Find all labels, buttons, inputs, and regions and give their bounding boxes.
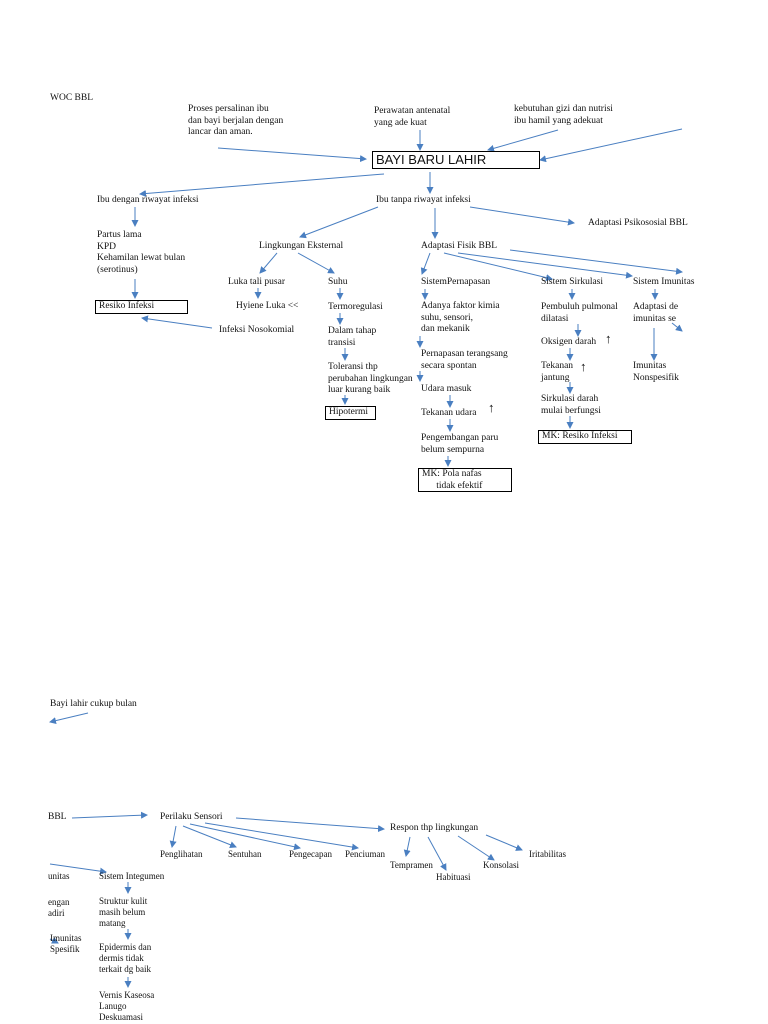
- node-unitas-fragment: unitas: [48, 871, 70, 881]
- node-sistem-sirkulasi: Sistem Sirkulasi: [541, 277, 604, 287]
- node-engan-adiri-fragment: engan adiri: [48, 897, 70, 918]
- node-mk-resiko-infeksi: MK: Resiko Infeksi: [538, 430, 632, 444]
- edge-fisik-pernapasan: [422, 253, 430, 274]
- node-kebutuhan-gizi: kebutuhan gizi dan nutrisi ibu hamil yang adekuat: [514, 104, 613, 126]
- node-penciuman: Penciuman: [345, 849, 385, 859]
- node-pernapasan-terangsang: Pernapasan terangsang secara spontan: [421, 349, 508, 371]
- node-tekanan-udara: Tekanan udara: [421, 408, 477, 418]
- node-tempramen: Tempramen: [390, 860, 433, 870]
- node-mk-pola-nafas: MK: Pola nafas tidak efektif: [418, 468, 512, 492]
- node-penglihatan: Penglihatan: [160, 849, 203, 859]
- node-suhu: Suhu: [328, 277, 348, 287]
- node-proses-persalinan: Proses persalinan ibu dan bayi berjalan dengan lancar dan aman.: [188, 104, 284, 137]
- node-lingkungan-eksternal: Lingkungan Eksternal: [259, 241, 344, 251]
- edge-proses-center: [218, 148, 366, 159]
- node-sirkulasi-darah: Sirkulasi darah mulai berfungsi: [541, 394, 601, 416]
- node-hipotermi: Hipotermi: [325, 406, 376, 420]
- node-habituasi: Habituasi: [436, 872, 471, 882]
- node-pengembangan-paru: Pengembangan paru belum sempurna: [421, 433, 499, 455]
- node-sistem-pernapasan: SistemPernapasan: [421, 277, 491, 287]
- arrow-up-jantung: ↑: [580, 359, 587, 374]
- edge-fisik-right: [510, 250, 682, 272]
- node-udara-masuk: Udara masuk: [421, 384, 472, 394]
- node-struktur-kulit: Struktur kulit masih belum matang: [99, 896, 148, 928]
- node-vernis-kaseosa: Vernis Kaseosa Lanugo Deskuamasi: [99, 990, 155, 1022]
- node-partus-lama: Partus lama KPD Kehamilan lewat bulan (serotinus): [97, 230, 186, 275]
- node-adaptasi-imunitas: Adaptasi de imunitas se: [633, 302, 679, 324]
- woc-label: WOC BBL: [50, 93, 94, 103]
- node-infeksi-nosokomial: Infeksi Nosokomial: [219, 325, 295, 335]
- edge-perilaku-penciuman: [205, 823, 358, 848]
- node-iritabilitas: Iritabilitas: [529, 849, 566, 859]
- node-ibu-tanpa-infeksi: Ibu tanpa riwayat infeksi: [376, 195, 471, 205]
- node-epidermis-dermis: Epidermis dan dermis tidak terkait dg baik: [99, 942, 152, 974]
- edge-lingkungan-luka: [260, 253, 277, 273]
- node-adaptasi-fisik: Adaptasi Fisik BBL: [421, 241, 498, 251]
- node-bayi-lahir-cukup: Bayi lahir cukup bulan: [50, 699, 137, 709]
- node-tekanan-jantung: Tekanan jantung: [541, 361, 574, 383]
- node-pembuluh-pulmonal: Pembuluh pulmonal dilatasi: [541, 302, 618, 324]
- node-hyiene-luka: Hyiene Luka <<: [236, 301, 299, 311]
- edge-perilaku-pengecapan: [190, 824, 300, 848]
- edge-perilaku-penglihatan: [172, 826, 176, 847]
- arrow-up-tekanan-udara: ↑: [488, 400, 495, 415]
- node-bayi-baru-lahir: BAYI BARU LAHIR: [372, 151, 540, 169]
- node-imunitas-nonspesifik: Imunitas Nonspesifik: [633, 361, 679, 383]
- node-luka-tali-pusar: Luka tali pusar: [228, 277, 285, 287]
- edge-respon-iritabilitas: [486, 835, 522, 850]
- node-oksigen-darah: Oksigen darah: [541, 337, 597, 347]
- edge-respon-konsolasi: [458, 836, 494, 860]
- arrow-up-oksigen: ↑: [605, 331, 612, 346]
- edge-perilaku-sentuhan: [183, 826, 236, 847]
- node-imunitas-spesifik: Imunitas Spesifik: [50, 933, 82, 954]
- edge-lingkungan-suhu: [298, 253, 334, 273]
- node-sistem-imunitas: Sistem Imunitas: [633, 277, 695, 287]
- node-dalam-tahap: Dalam tahap transisi: [328, 326, 377, 348]
- node-sistem-integumen: Sistem Integumen: [99, 871, 165, 881]
- node-pengecapan: Pengecapan: [289, 849, 332, 859]
- edge-fisik-imunitas: [458, 253, 632, 276]
- node-bbl: BBL: [48, 812, 67, 822]
- edge-center-ibu-infeksi: [140, 174, 384, 194]
- node-adaptasi-psikososial: Adaptasi Psikososial BBL: [588, 218, 688, 228]
- edge-fisik-sirkulasi: [444, 253, 552, 279]
- edge-perilaku-respon: [236, 818, 384, 829]
- node-termoregulasi: Termoregulasi: [328, 302, 383, 312]
- edge-bayilahir-left: [50, 713, 88, 722]
- node-ibu-dengan-infeksi: Ibu dengan riwayat infeksi: [97, 195, 199, 205]
- edge-tanpa-lingkungan: [300, 207, 378, 237]
- edge-kebutuhan-center: [488, 130, 558, 150]
- node-konsolasi: Konsolasi: [483, 860, 519, 870]
- edge-right-center: [540, 129, 682, 160]
- node-resiko-infeksi: Resiko Infeksi: [95, 300, 188, 314]
- node-toleransi: Toleransi thp perubahan lingkungan luar kurang baik: [328, 362, 413, 395]
- edge-bbl-perilaku: [72, 815, 147, 818]
- node-sentuhan: Sentuhan: [228, 849, 262, 859]
- node-perilaku-sensori: Perilaku Sensori: [160, 812, 223, 822]
- edge-respon-tempramen: [406, 837, 410, 856]
- edge-noso-resiko: [142, 318, 212, 328]
- node-adanya-faktor: Adanya faktor kimia suhu, sensori, dan mekanik: [421, 301, 500, 334]
- node-respon-lingkungan: Respon thp lingkungan: [390, 823, 479, 833]
- node-perawatan-antenatal: Perawatan antenatal yang ade kuat: [374, 106, 451, 128]
- edge-tanpa-psiko: [470, 207, 574, 223]
